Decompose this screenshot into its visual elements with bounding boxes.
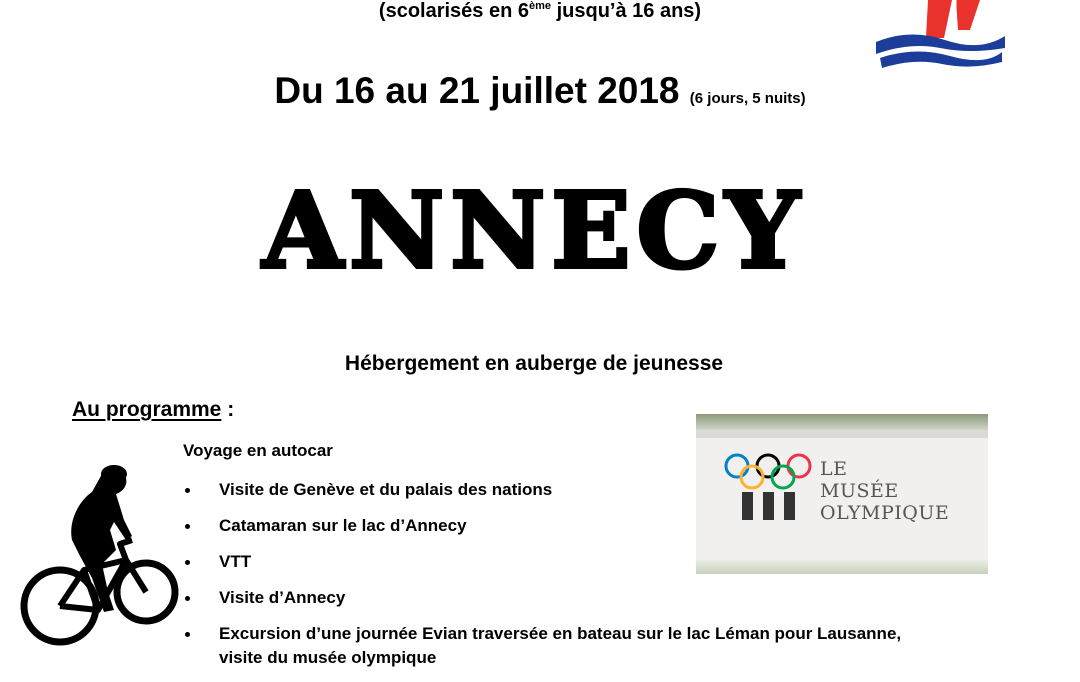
program-heading-colon: :: [221, 398, 235, 421]
destination-title: ANNECY: [262, 169, 806, 292]
transport-info: Voyage en autocar: [183, 441, 333, 460]
excursion-line-2: visite du musée olympique: [219, 648, 437, 667]
duration-text: (6 jours, 5 nuits): [689, 90, 806, 107]
trip-dates: [0, 68, 1080, 122]
photo-grass-strip: [696, 560, 988, 574]
museum-sign-line-3: OLYMPIQUE: [820, 502, 950, 524]
lodging-info: Hébergement en auberge de jeunesse: [344, 352, 724, 375]
program-heading-label: Au programme: [72, 398, 222, 421]
rider-helmet: [101, 465, 127, 483]
photo-foliage-strip: [696, 414, 988, 430]
olympic-rings-icon: [722, 452, 814, 492]
subtitle-superscript: ème: [529, 0, 552, 12]
museum-sign-text: [820, 458, 949, 524]
list-item: Visite d’Annecy: [183, 586, 983, 610]
list-item: Catamaran sur le lac d’Annecy: [183, 514, 983, 538]
cyclist-illustration: [20, 460, 182, 650]
logo-wave-2: [880, 51, 1002, 68]
dates-text: Du 16 au 21 juillet 2018: [274, 70, 690, 111]
program-heading: [72, 396, 234, 424]
subtitle-text: (scolarisés en 6: [378, 0, 529, 22]
museum-sign-line-2: MUSÉE: [820, 480, 899, 502]
olympic-museum-photo: [696, 414, 988, 574]
age-range-subtitle: [0, 0, 1080, 27]
subtitle-text-end: jusqu’à 16 ans): [551, 0, 702, 22]
list-item: Visite de Genève et du palais des nations: [183, 478, 983, 502]
excursion-line-1: Excursion d’une journée Evian traversée en bateau sur le lac Léman pour Lausanne,: [219, 624, 902, 643]
list-item: VTT: [183, 550, 983, 574]
museum-columns-icon: [740, 490, 798, 522]
list-item-excursion: [183, 622, 983, 670]
sign-top-ledge: [696, 430, 988, 438]
museum-sign-line-1: LE: [820, 458, 848, 480]
